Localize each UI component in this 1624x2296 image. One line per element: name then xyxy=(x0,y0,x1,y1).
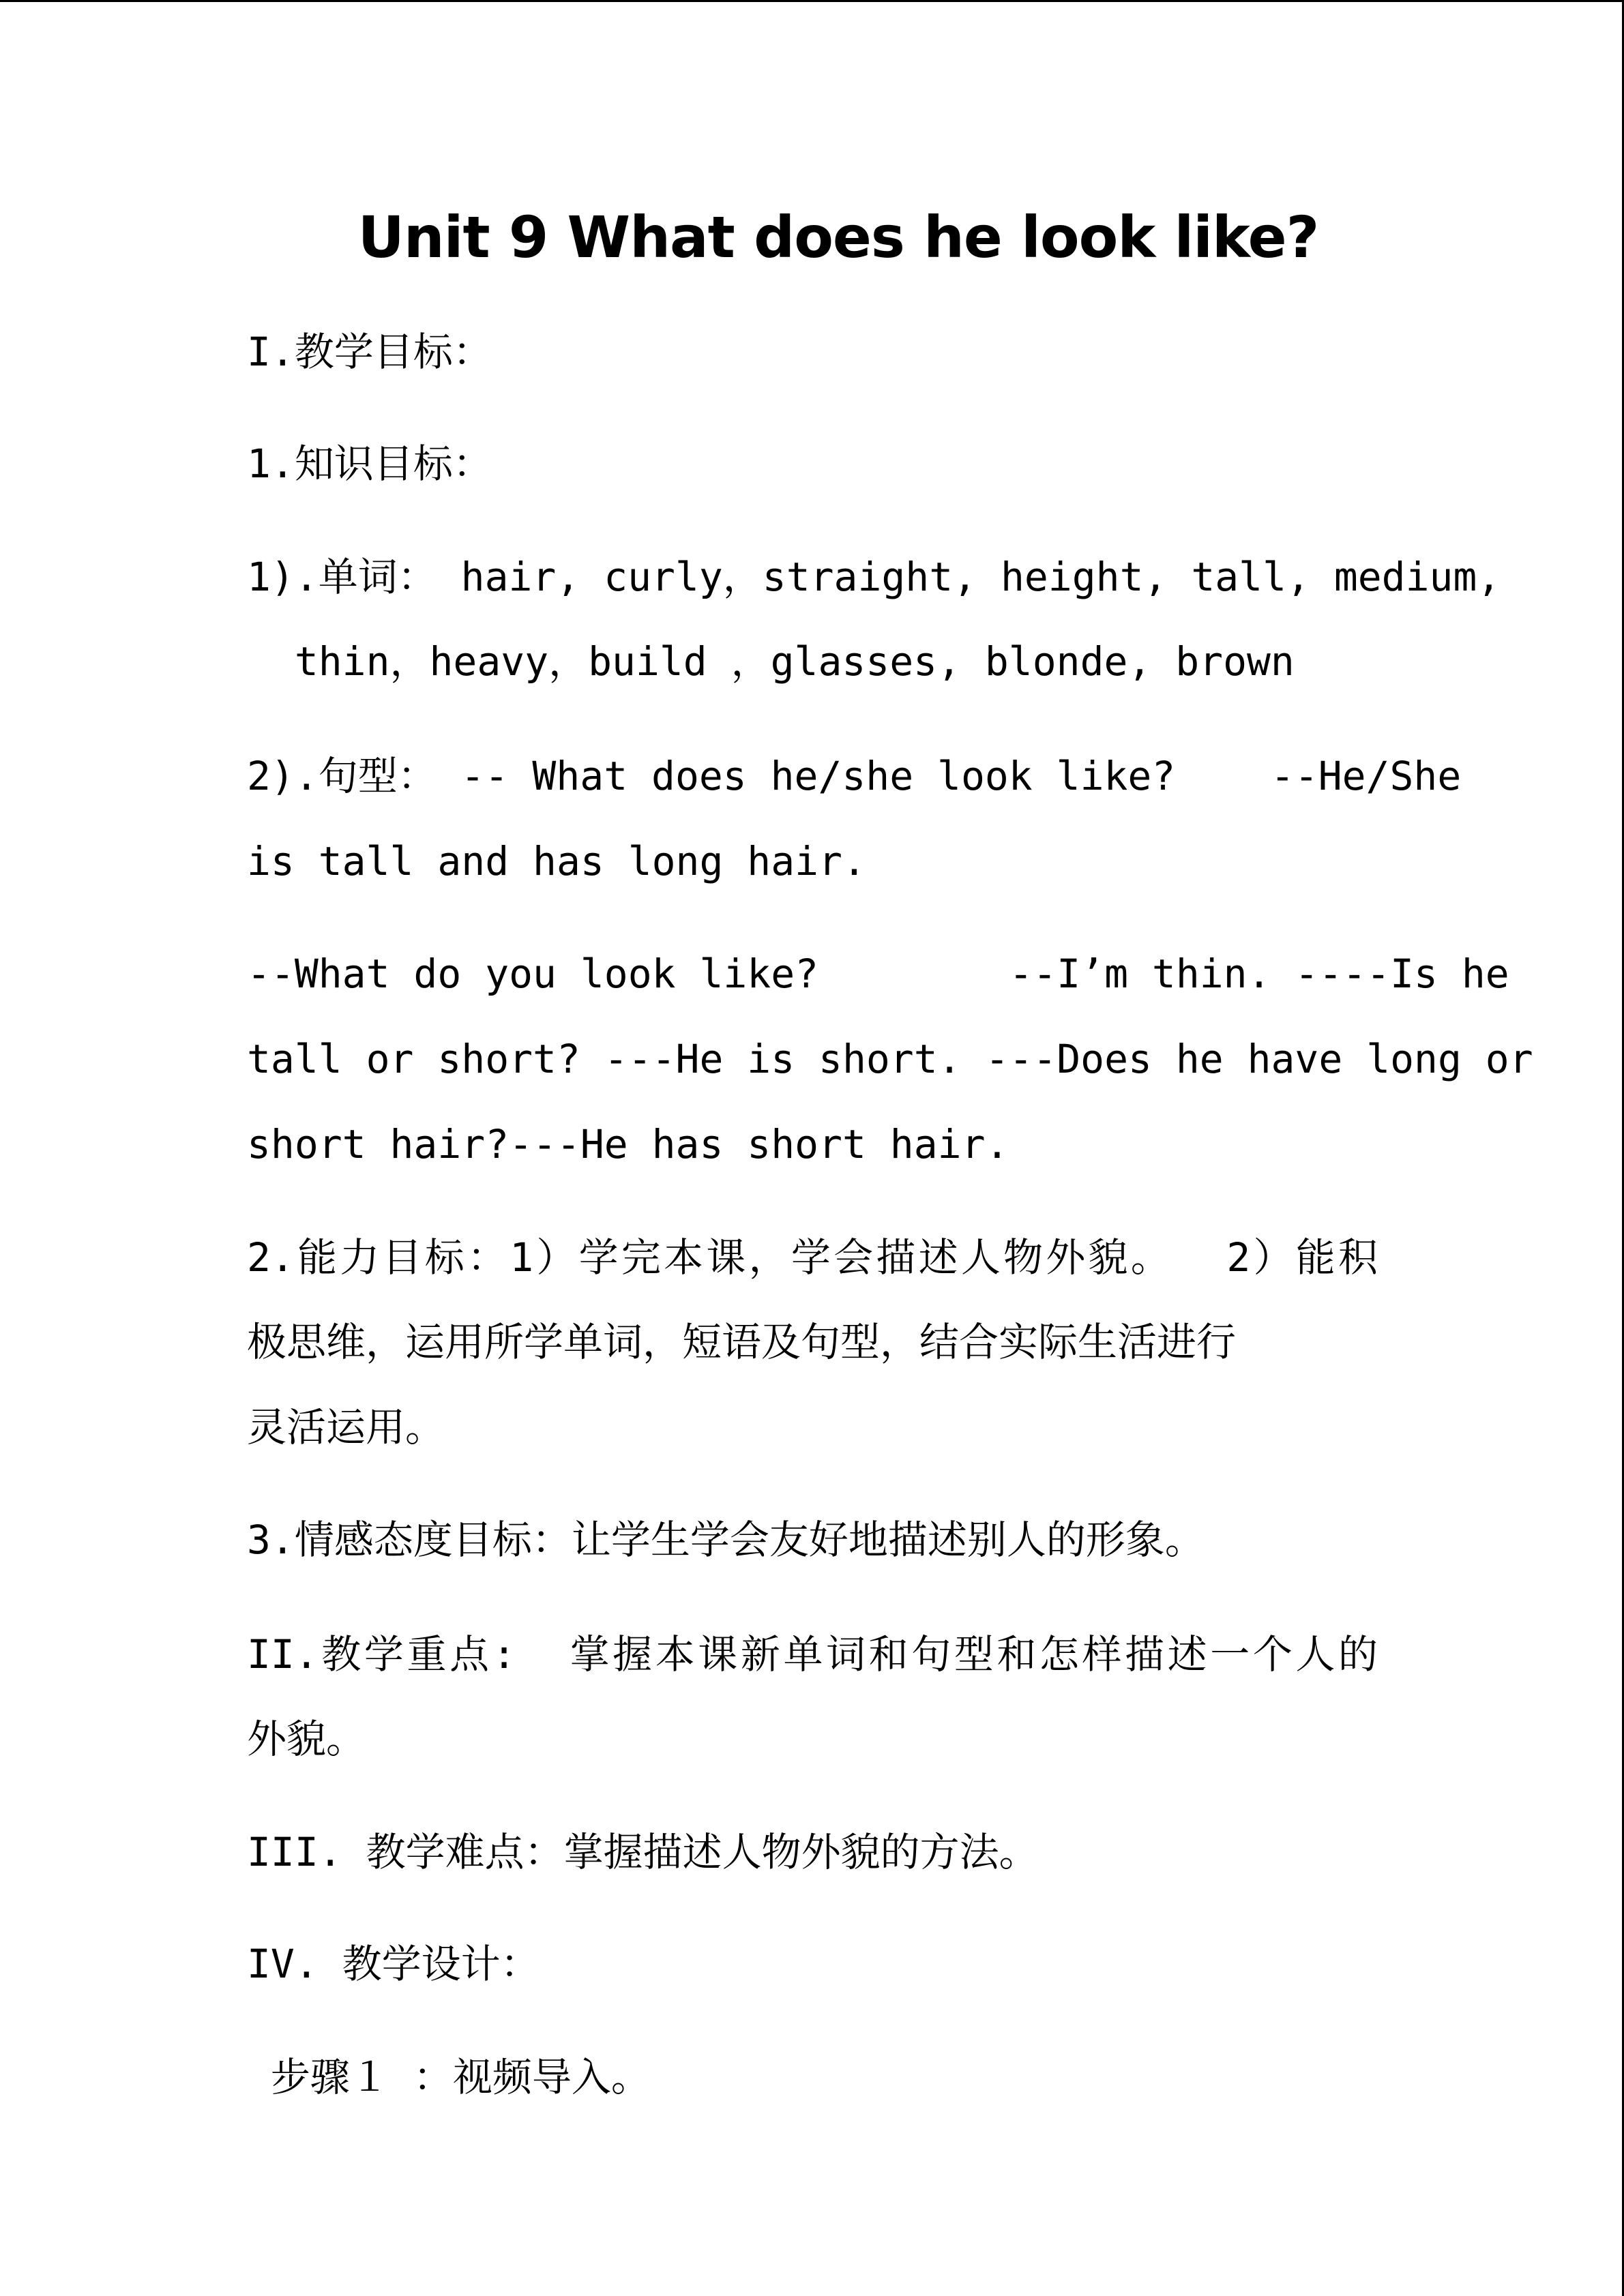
document-title: Unit 9 What does he look like? xyxy=(357,204,1319,271)
section-teaching-objectives: I.教学目标： xyxy=(247,329,492,375)
ability-objectives-line-2: 极思维，运用所学单词，短语及句型，结合实际生活进行 xyxy=(247,1319,1237,1365)
emotional-objectives: 3.情感态度目标：让学生学会友好地描述别人的形象。 xyxy=(247,1517,1205,1563)
knowledge-objectives-heading: 1.知识目标： xyxy=(247,441,492,487)
teaching-design-heading: IV. 教学设计： xyxy=(247,1941,540,1987)
ability-objectives-line-3: 灵活运用。 xyxy=(247,1404,445,1450)
sentence-pattern-line-2: is tall and has long hair. xyxy=(247,838,866,884)
dialogue-line-1: --What do you look like? --I’m thin. ----Is he xyxy=(247,951,1509,997)
dialogue-line-3: short hair?---He has short hair. xyxy=(247,1121,1009,1167)
ability-objectives-line-1: 2.能力目标：1）学完本课，学会描述人物外貌。 2）能积 xyxy=(247,1234,1378,1281)
dialogue-line-2: tall or short? ---He is short. ---Does he have long or xyxy=(247,1036,1533,1082)
step-1: 步骤１ ：视频导入。 xyxy=(247,2054,651,2100)
teaching-focus-line-2: 外貌。 xyxy=(247,1716,366,1762)
sentence-pattern-line-1: 2).句型： -- What does he/she look like? --He/She xyxy=(247,753,1462,799)
teaching-focus-line-1: II.教学重点: 掌握本课新单词和句型和怎样描述一个人的 xyxy=(247,1631,1378,1678)
vocabulary-line-1: 1).单词： hair, curly，straight, height, tall, medium, xyxy=(247,554,1501,600)
vocabulary-line-2: thin，heavy，build ，glasses, blonde, brown xyxy=(247,638,1295,685)
teaching-difficulty: III. 教学难点：掌握描述人物外貌的方法。 xyxy=(247,1829,1039,1875)
